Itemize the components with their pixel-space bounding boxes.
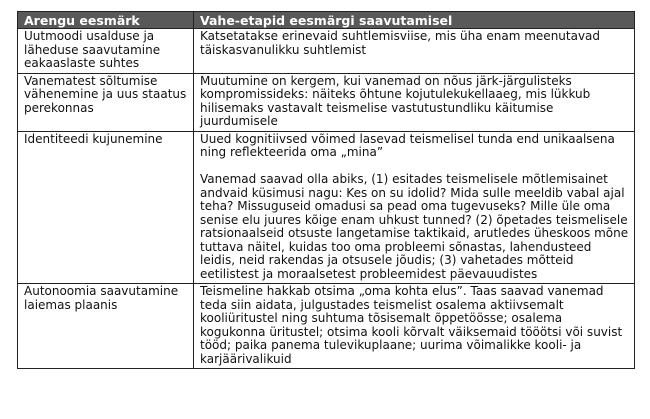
header-steps: Vahe-etapid eesmärgi saavutamisel <box>194 12 635 29</box>
steps-paragraph: Vanemad saavad olla abiks, (1) esitades teismelisele mõtlemisainet andvaid küsimusi nagu: Kes on su idolid? Mida sulle meeldib vabal ajal teha? Missuguseid omadusi sa pead oma tugevuseks? Mille üle oma senise elu juures kõige enam uhkust tunned? (2) õpetades teismelisele ratsionaalseid otsuste langetamise taktikaid, arutledes üheskoos mõne tuttava näitel, kuidas too oma probleemi sõnastas, lahendusteed leidis, neid rakendas ja otsusele jõudis; (3) vahetades mõtteid eetilistest ja moraalsetest probleemidest päevauudistes <box>200 172 629 281</box>
paragraph-spacer <box>200 160 630 174</box>
table-row <box>18 284 635 369</box>
development-goals-table <box>17 11 635 369</box>
goal-cell: Vanematest sõltumise vähenemine ja uus staatus perekonnas <box>18 73 194 131</box>
table-row <box>18 131 635 284</box>
steps-cell <box>194 73 635 131</box>
goal-cell: Identiteedi kujunemine <box>18 131 194 284</box>
steps-cell <box>194 131 635 284</box>
steps-paragraph: Katsetatakse erinevaid suhtlemisviise, mis üha enam meenutavad täiskasvanulikku suhtlemist <box>200 29 601 57</box>
steps-paragraph: Teismeline hakkab otsima „oma kohta elus”. Taas saavad vanemad teda siin aidata, julgustades teismelist osalema aktiivsemalt kooliüritustel ning suhtuma tõsisemalt õppetöösse; osalema kogukonna üritustel; otsima kooli kõrvalt väiksemaid tööötsi või suvist tööd; paika panema tulevikuplaane; uurima võimalikke kooli- ja karjäärivalikuid <box>200 284 623 366</box>
steps-cell <box>194 284 635 369</box>
goal-cell: Uutmoodi usalduse ja läheduse saavutamine eakaaslaste suhtes <box>18 29 194 74</box>
table-header-row <box>18 12 635 29</box>
steps-cell <box>194 29 635 74</box>
steps-paragraph: Uued kognitiivsed võimed lasevad teismelisel tunda end unikaalsena ning reflekteerida oma „mina” <box>200 131 615 159</box>
table-row <box>18 73 635 131</box>
table-row <box>18 29 635 74</box>
goal-cell: Autonoomia saavutamine laiemas plaanis <box>18 284 194 369</box>
steps-paragraph: Muutumine on kergem, kui vanemad on nõus järk-järgulisteks kompromissideks: näiteks õhtune kojutulekukellaaeg, mis lükkub hilisemaks vastavalt teismelise vastutustundliku käitumise juurdumisele <box>200 73 591 128</box>
header-goal: Arengu eesmärk <box>18 12 194 29</box>
